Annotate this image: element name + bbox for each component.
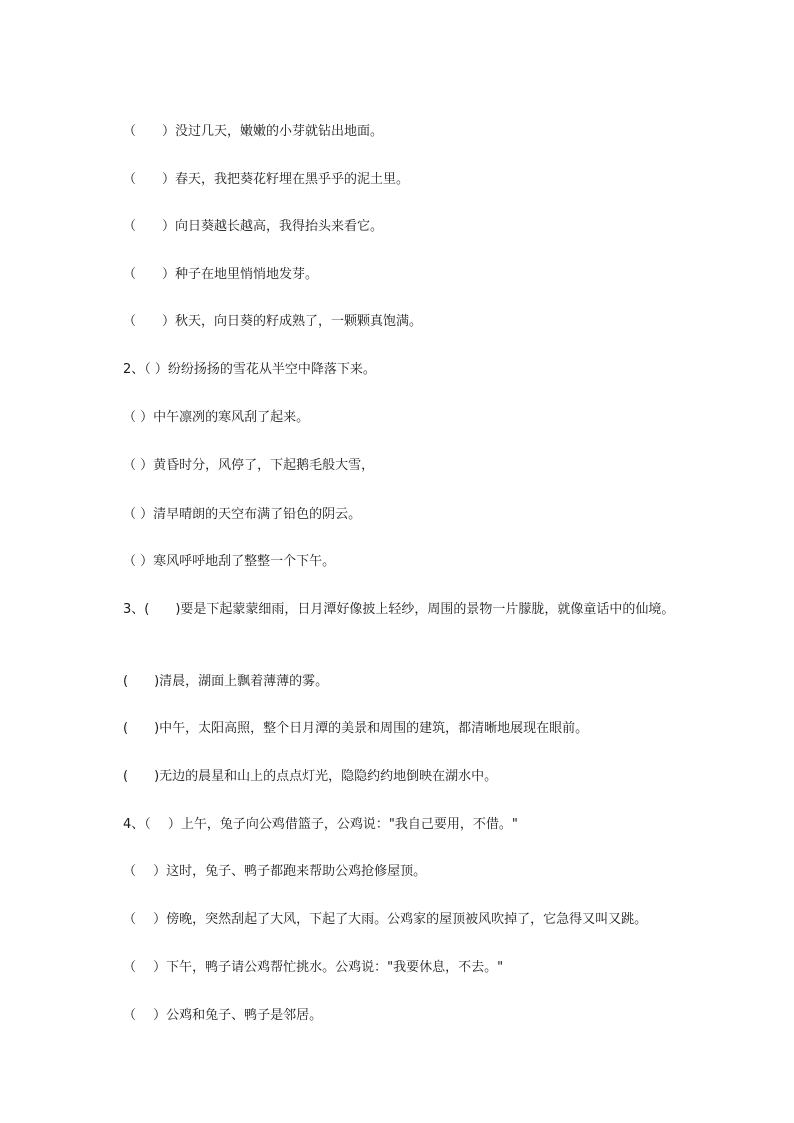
sequence-item-3-4: ( )无边的晨星和山上的点点灯光，隐隐约约地倒映在湖水中。	[123, 769, 498, 784]
sequence-item-2-3: （ ）黄昏时分，风停了，下起鹅毛般大雪，	[123, 458, 375, 473]
sequence-item-1-4: （ ）种子在地里悄悄地发芽。	[123, 267, 319, 282]
sequence-item-2-2: （ ）中午凛冽的寒风刮了起来。	[123, 410, 310, 425]
sequence-item-4-3: （ ）傍晚，突然刮起了大风，下起了大雨。公鸡家的屋顶被风吹掉了，它急得又叫又跳。	[123, 912, 648, 927]
sequence-item-1-2: （ ）春天，我把葵花籽埋在黑乎乎的泥土里。	[123, 172, 410, 187]
sequence-item-3-2: ( )清晨，湖面上飘着薄薄的雾。	[123, 674, 329, 689]
sequence-item-4-5: （ ）公鸡和兔子、鸭子是邻居。	[123, 1008, 323, 1023]
sequence-item-2-5: （ ）寒风呼呼地刮了整整一个下午。	[123, 554, 336, 569]
question-4-first-item: 4、（ ）上午，兔子向公鸡借篮子，公鸡说："我自己要用，不借。"	[123, 817, 518, 832]
sequence-item-2-4: （ ）清早晴朗的天空布满了铅色的阴云。	[123, 507, 362, 522]
question-3-first-item: 3、( )要是下起蒙蒙细雨，日月潭好像披上轻纱，周围的景物一片朦胧，就像童话中的仙境。	[123, 602, 675, 617]
sequence-item-1-3: （ ）向日葵越长越高，我得抬头来看它。	[123, 219, 384, 234]
sequence-item-4-4: （ ）下午，鸭子请公鸡帮忙挑水。公鸡说："我要休息，不去。"	[123, 960, 504, 975]
sequence-item-3-3: ( )中午，太阳高照，整个日月潭的美景和周围的建筑，都清晰地展现在眼前。	[123, 721, 589, 736]
sequence-item-1-1: （ ）没过几天，嫩嫩的小芽就钻出地面。	[123, 124, 384, 139]
question-2-first-item: 2、（ ）纷纷扬扬的雪花从半空中降落下来。	[123, 362, 376, 377]
sequence-item-4-2: （ ）这时，兔子、鸭子都跑来帮助公鸡抢修屋顶。	[123, 864, 427, 879]
sequence-item-1-5: （ ）秋天，向日葵的籽成熟了，一颗颗真饱满。	[123, 314, 423, 329]
